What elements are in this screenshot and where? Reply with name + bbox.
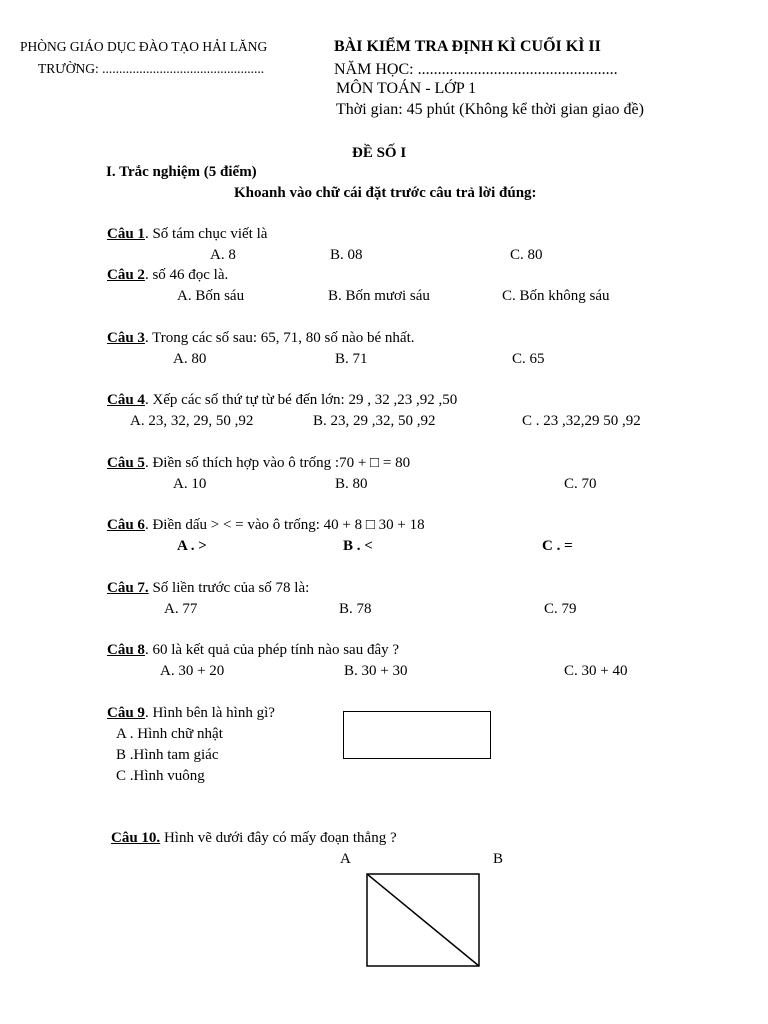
q6-option-a[interactable]: A . > — [177, 538, 207, 554]
question-1 — [107, 227, 267, 242]
question-text: . Xếp các số thứ tự từ bé đến lớn: 29 , 32 ,23 ,92 ,50 — [144, 392, 458, 408]
q9-option-a[interactable]: A . Hình chữ nhật — [116, 726, 223, 742]
q5-option-b[interactable]: B. 80 — [335, 476, 368, 492]
q8-option-b[interactable]: B. 30 + 30 — [344, 663, 408, 679]
question-2 — [107, 268, 228, 283]
q3-option-a[interactable]: A. 80 — [173, 351, 207, 367]
education-office: PHÒNG GIÁO DỤC ĐÀO TẠO HẢI LĂNG — [20, 39, 268, 54]
q7-option-a[interactable]: A. 77 — [164, 601, 198, 617]
q2-option-b[interactable]: B. Bốn mươi sáu — [328, 288, 430, 304]
question-6 — [107, 518, 425, 533]
question-text: . Số tám chục viết là — [144, 226, 268, 242]
q9-option-b[interactable]: B .Hình tam giác — [116, 747, 219, 763]
q7-option-c[interactable]: C. 79 — [544, 601, 577, 617]
question-9 — [107, 706, 275, 721]
question-4 — [107, 393, 457, 408]
question-label: Câu 10. — [111, 830, 161, 846]
question-7 — [107, 581, 309, 596]
square-with-diagonal-figure — [366, 873, 481, 968]
subject-line: MÔN TOÁN - LỚP 1 — [336, 80, 477, 97]
question-label: Câu 8 — [107, 642, 145, 658]
diagonal-line — [367, 874, 479, 966]
question-label: Câu 5 — [107, 455, 145, 471]
question-label: Câu 6 — [107, 517, 145, 533]
question-5 — [107, 456, 410, 471]
q4-option-b[interactable]: B. 23, 29 ,32, 50 ,92 — [313, 413, 436, 429]
question-text: . Điền số thích hợp vào ô trống :70 + □ = 80 — [144, 455, 411, 471]
exam-title: BÀI KIỂM TRA ĐỊNH KÌ CUỐI KÌ II — [334, 38, 601, 55]
figure-label-a: A — [340, 851, 351, 867]
time-line: Thời gian: 45 phút (Không kể thời gian giao đề) — [336, 101, 644, 118]
q9-option-c[interactable]: C .Hình vuông — [116, 768, 205, 784]
school-line: TRƯỜNG: ................................................ — [38, 61, 265, 76]
rectangle-figure — [343, 711, 491, 759]
question-text: . 60 là kết quả của phép tính nào sau đây ? — [144, 642, 400, 658]
q5-option-a[interactable]: A. 10 — [173, 476, 207, 492]
q2-option-c[interactable]: C. Bốn không sáu — [502, 288, 610, 304]
q8-option-a[interactable]: A. 30 + 20 — [160, 663, 225, 679]
q1-option-c[interactable]: C. 80 — [510, 247, 543, 263]
question-text: . số 46 đọc là. — [144, 267, 229, 283]
question-8 — [107, 643, 399, 658]
figure-label-b: B — [493, 851, 504, 867]
question-label: Câu 1 — [107, 226, 145, 242]
q8-option-c[interactable]: C. 30 + 40 — [564, 663, 628, 679]
question-label: Câu 7. — [107, 580, 149, 596]
q2-option-a[interactable]: A. Bốn sáu — [177, 288, 245, 304]
q3-option-c[interactable]: C. 65 — [512, 351, 545, 367]
question-label: Câu 9 — [107, 705, 145, 721]
q6-option-c[interactable]: C . = — [542, 538, 573, 554]
q4-option-a[interactable]: A. 23, 32, 29, 50 ,92 — [130, 413, 254, 429]
q1-option-a[interactable]: A. 8 — [210, 247, 236, 263]
section-title: I. Trắc nghiệm (5 điểm) — [106, 164, 257, 180]
q4-option-c[interactable]: C . 23 ,32,29 50 ,92 — [522, 413, 641, 429]
school-year-line: NĂM HỌC: .................................................. — [334, 61, 618, 78]
q1-option-b[interactable]: B. 08 — [330, 247, 363, 263]
exam-code: ĐỀ SỐ I — [352, 145, 407, 161]
q7-option-b[interactable]: B. 78 — [339, 601, 372, 617]
question-label: Câu 3 — [107, 330, 145, 346]
question-text: Hình vẽ dưới đây có mấy đoạn thẳng ? — [160, 830, 397, 846]
question-text: . Điền dấu > < = vào ô trống: 40 + 8 □ 30 + 18 — [144, 517, 425, 533]
question-10 — [111, 831, 397, 846]
question-label: Câu 2 — [107, 267, 145, 283]
question-text: . Trong các số sau: 65, 71, 80 số nào bé nhất. — [144, 330, 415, 346]
question-text: Số liền trước của số 78 là: — [148, 580, 310, 596]
q3-option-b[interactable]: B. 71 — [335, 351, 368, 367]
q6-option-b[interactable]: B . < — [343, 538, 373, 554]
q5-option-c[interactable]: C. 70 — [564, 476, 597, 492]
question-3 — [107, 331, 415, 346]
section-instruction: Khoanh vào chữ cái đặt trước câu trả lời đúng: — [234, 185, 537, 201]
question-label: Câu 4 — [107, 392, 145, 408]
question-text: . Hình bên là hình gì? — [144, 705, 275, 721]
